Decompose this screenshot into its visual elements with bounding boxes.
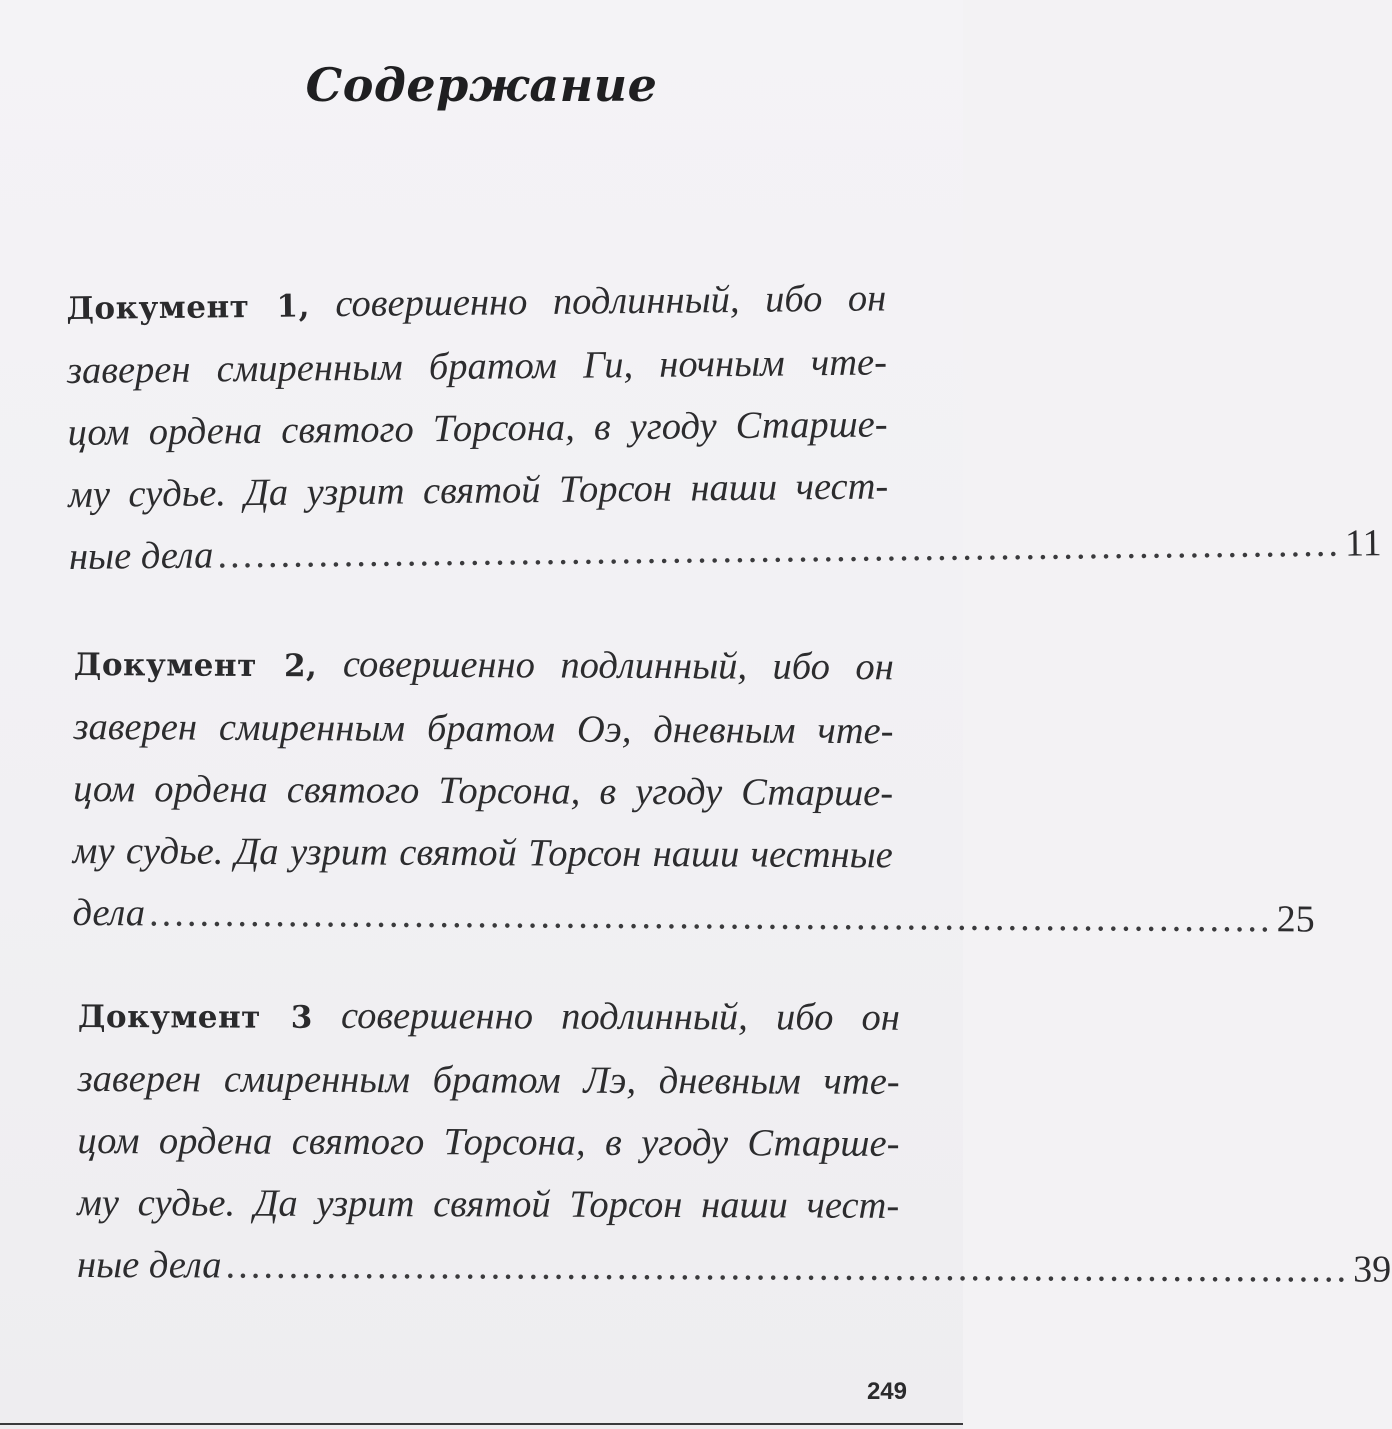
toc-entry-text: совершенно подлинный, ибо он <box>340 994 900 1039</box>
toc-entry-1 <box>66 267 1382 588</box>
toc-entry-text: совершенно подлинный, ибо он <box>335 277 887 326</box>
page-title: Содержание <box>305 58 658 112</box>
toc-entry-2 <box>72 632 1315 948</box>
page-number: 249 <box>866 1378 907 1405</box>
toc-entry-text: заверен смиренным братом Оэ, дневным чте- <box>73 705 894 753</box>
dot-leader: ......................................................................................... <box>217 522 1342 577</box>
toc-entry-last-line <box>76 1234 1392 1299</box>
toc-entry-last-line <box>68 517 1382 588</box>
dot-leader: ......................................................................................... <box>149 892 1273 941</box>
toc-entry-text: заверен смиренным братом Лэ, дневным чте- <box>77 1057 900 1103</box>
toc-page-number: 11 <box>1344 522 1382 565</box>
toc-entry-heading: Документ 3 <box>77 998 313 1036</box>
toc-entry-heading: Документ 1, <box>66 288 311 327</box>
dot-leader: ......................................................................................... <box>225 1244 1350 1291</box>
toc-entry-text: цом ордена святого Торсона, в угоду Старше- <box>73 767 894 815</box>
toc-entry-text: совершенно подлинный, ибо он <box>342 643 894 689</box>
toc-entry-last-line <box>72 882 1315 948</box>
toc-entry-first-line <box>66 267 887 340</box>
toc-page-number: 39 <box>1353 1248 1392 1291</box>
toc-entry-text: ные дела <box>68 534 214 578</box>
toc-entry-text: му судье. Да узрит святой Торсон наши чест- <box>77 1181 900 1227</box>
toc-entry-text: дела <box>72 891 146 935</box>
toc-entry-first-line <box>74 632 894 700</box>
toc-entry-text: цом ордена святого Торсона, в угоду Старше- <box>77 1119 900 1165</box>
toc-entry-text: му судье. Да узрит святой Торсон наши честные <box>72 829 893 877</box>
toc-entry-heading: Документ 2, <box>73 646 318 685</box>
page-bottom-edge <box>0 1423 963 1425</box>
toc-page-number: 25 <box>1276 898 1315 941</box>
toc-entry-text: цом ордена святого Торсона, в угоду Старше- <box>67 403 888 454</box>
toc-entry-text: ные дела <box>76 1243 222 1287</box>
toc-entry-first-line <box>78 984 900 1051</box>
toc-entry-3 <box>76 984 1392 1299</box>
toc-entry-text: заверен смиренным братом Ги, ночным чте- <box>66 341 888 392</box>
toc-entry-text: му судье. Да узрит святой Торсон наши чест- <box>68 465 889 516</box>
